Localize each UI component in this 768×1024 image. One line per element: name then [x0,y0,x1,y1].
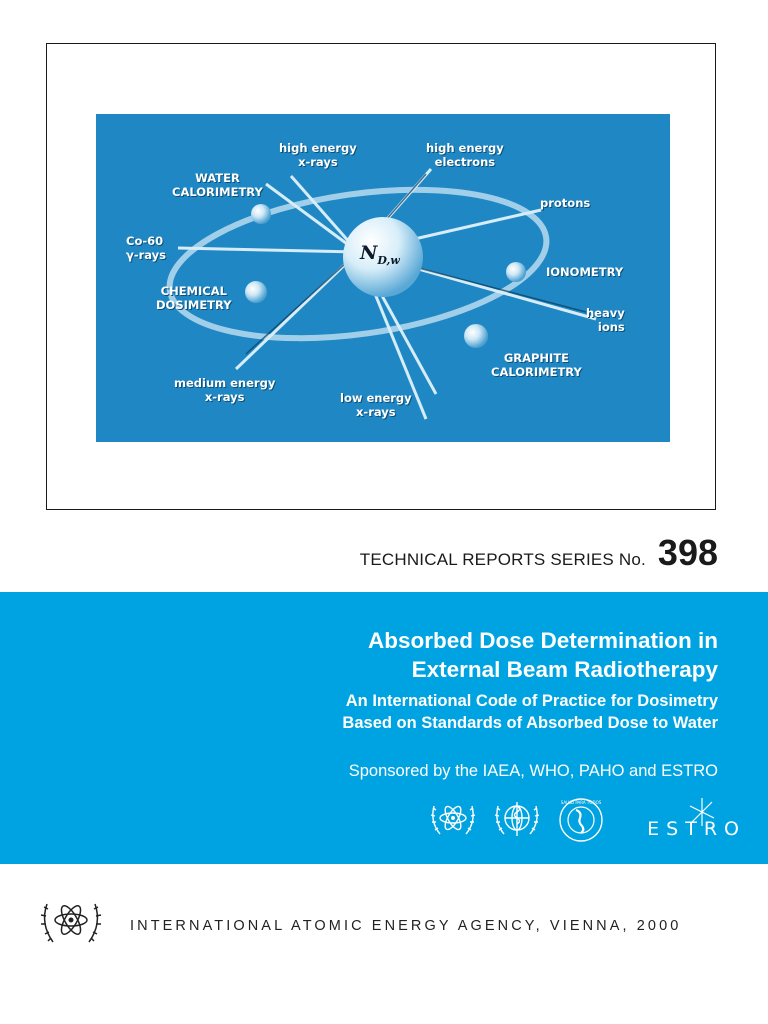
label-protons: protons [540,196,591,210]
label-high-energy-electrons: high energy electrons [426,141,504,169]
publisher-line: INTERNATIONAL ATOMIC ENERGY AGENCY, VIENNA, 2000 [130,918,682,934]
series-number: 398 [657,532,718,573]
estro-wordmark: ESTRO [647,818,746,840]
label-medium-energy-xrays: medium energy x-rays [174,376,276,404]
chemical-dosimetry-sphere [245,281,267,303]
who-logo-icon [492,796,542,844]
title-band [0,592,768,864]
water-calorimetry-sphere [251,204,271,224]
label-low-energy-xrays: low energy x-rays [340,391,412,419]
dosimetry-diagram [96,114,670,442]
iaea-logo-icon [428,796,478,844]
report-subtitle: An International Code of Practice for Dosimetry Based on Standards of Absorbed Dose to Water [342,692,718,732]
label-high-energy-xrays: high energy x-rays [279,141,357,169]
graphite-calorimetry-sphere [464,324,488,348]
label-ionometry: IONOMETRY [546,265,624,279]
iaea-emblem-icon [38,894,104,950]
paho-logo-icon [556,796,606,844]
report-title: Absorbed Dose Determination in External Beam Radiotherapy [367,628,718,682]
series-label: TECHNICAL REPORTS SERIES No. [359,550,646,569]
label-water-calorimetry: WATER CALORIMETRY [172,171,263,199]
label-co60: Co-60 γ-rays [126,234,167,262]
ionometry-sphere [506,262,526,282]
series-heading [360,532,718,574]
center-symbol: $N_{D,w}$ [360,242,400,267]
label-chemical-dosimetry: CHEMICAL DOSIMETRY [156,284,232,312]
label-graphite-calorimetry: GRAPHITE CALORIMETRY [491,351,582,379]
sponsor-line: Sponsored by the IAEA, WHO, PAHO and ESTRO [348,762,718,780]
paho-seal-text: SALUD PARA TODOS [560,800,602,805]
label-heavy-ions: heavy ions [586,306,625,334]
cover-frame [46,43,716,510]
